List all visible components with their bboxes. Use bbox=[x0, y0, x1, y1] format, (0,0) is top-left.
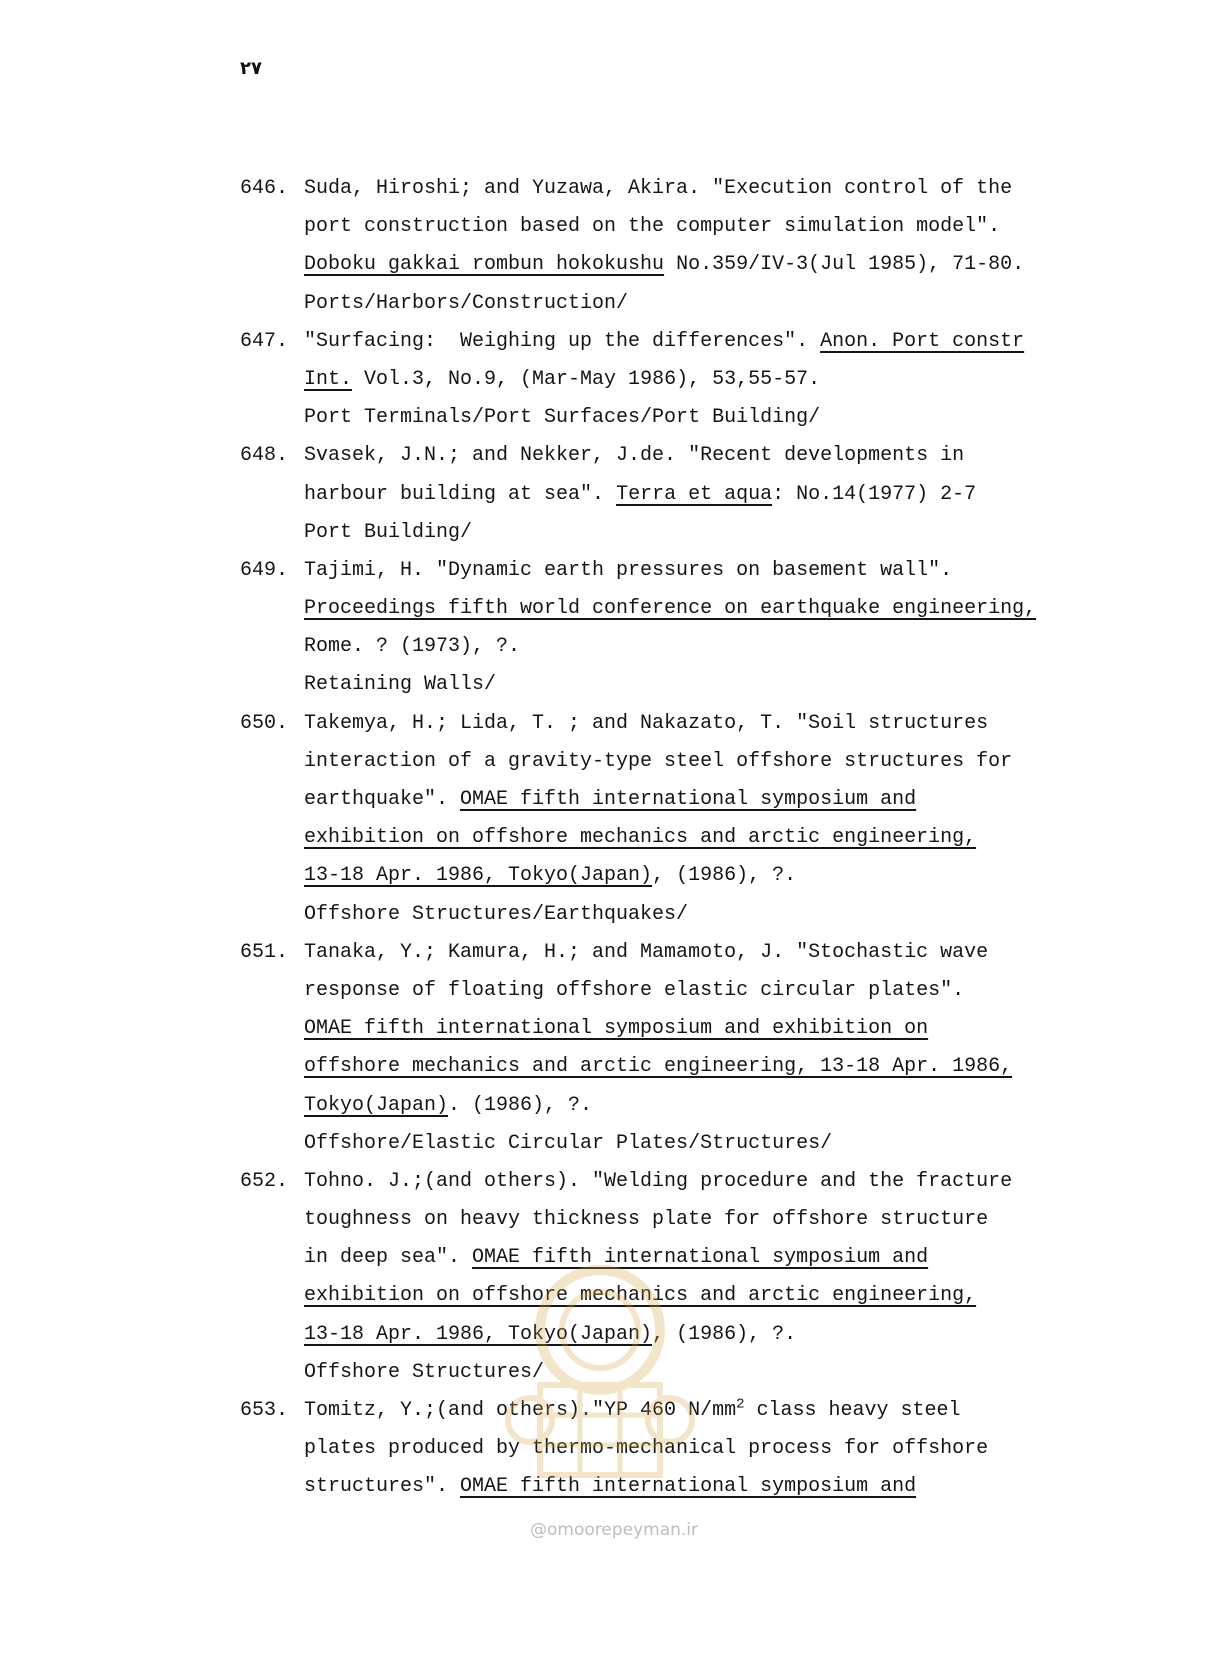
entry-line bbox=[240, 972, 1140, 1010]
entry-text: Offshore/Elastic Circular Plates/Structures/ bbox=[304, 1131, 833, 1155]
source-title-text: exhibition on offshore mechanics and arctic engineering, bbox=[304, 1284, 977, 1308]
entry-text: Takemya, H.; Lida, T. ; and Nakazato, T. "Soil structures bbox=[304, 711, 989, 735]
entry-line bbox=[240, 1087, 1140, 1125]
bibliography-entry bbox=[240, 323, 1140, 438]
entry-line bbox=[240, 476, 1140, 514]
entry-text: . (1986), ?. bbox=[448, 1093, 593, 1117]
entry-line bbox=[240, 514, 1140, 552]
entry-text: "Surfacing: Weighing up the differences". bbox=[304, 329, 821, 353]
entry-text: in deep sea". bbox=[304, 1246, 473, 1270]
source-title-text: 13-18 Apr. 1986, Tokyo(Japan) bbox=[304, 1322, 653, 1346]
source-title-text: Doboku gakkai rombun hokokushu bbox=[304, 253, 665, 277]
entry-line bbox=[240, 666, 1140, 704]
entry-line bbox=[240, 743, 1140, 781]
entry-line bbox=[240, 399, 1140, 437]
entry-text: Ports/Harbors/Construction/ bbox=[304, 291, 629, 315]
entry-line bbox=[240, 628, 1140, 666]
entry-text: Rome. ? (1973), ?. bbox=[304, 635, 521, 659]
entry-number: 653. bbox=[240, 1399, 289, 1422]
source-title-text: offshore mechanics and arctic engineering, 13-18 Apr. 1986, bbox=[304, 1055, 1013, 1079]
source-title-text: Int. bbox=[304, 367, 353, 391]
entry-line bbox=[240, 170, 1140, 208]
entry-text: interaction of a gravity-type steel offshore structures for bbox=[304, 749, 1013, 773]
bibliography-entry bbox=[240, 1392, 1140, 1507]
bibliography-entry bbox=[240, 552, 1140, 705]
entry-line bbox=[240, 590, 1140, 628]
entry-number: 647. bbox=[240, 329, 289, 353]
entry-number: 651. bbox=[240, 940, 289, 964]
watermark-text: @omoorepeyman.ir bbox=[529, 1520, 699, 1540]
source-title-text: Anon. Port constr bbox=[820, 329, 1025, 353]
source-title-text: OMAE fifth international symposium and bbox=[460, 788, 917, 811]
entry-text: earthquake". bbox=[304, 788, 461, 811]
page-number: ۲۷ bbox=[240, 58, 262, 79]
entry-line bbox=[240, 1010, 1140, 1048]
entry-line bbox=[240, 285, 1140, 323]
entry-line bbox=[240, 1354, 1140, 1392]
bibliography-entry bbox=[240, 934, 1140, 1163]
entry-line bbox=[240, 1468, 1140, 1506]
entry-number: 646. bbox=[240, 177, 289, 200]
entry-text: : No.14(1977) 2-7 bbox=[772, 482, 977, 506]
entry-line bbox=[240, 361, 1140, 399]
entry-text: No.359/IV-3(Jul 1985), 71-80. bbox=[664, 253, 1025, 277]
entry-line bbox=[240, 934, 1140, 972]
entry-text: 2 bbox=[736, 1396, 745, 1413]
entry-text: Svasek, J.N.; and Nekker, J.de. "Recent developments in bbox=[304, 444, 965, 468]
source-title-text: Tokyo(Japan) bbox=[304, 1093, 449, 1117]
entry-line bbox=[240, 1239, 1140, 1277]
entry-number: 652. bbox=[240, 1169, 289, 1193]
source-title-text: exhibition on offshore mechanics and arctic engineering, bbox=[304, 826, 977, 850]
entry-number: 650. bbox=[240, 711, 289, 735]
entry-line bbox=[240, 896, 1140, 934]
entry-line bbox=[240, 208, 1140, 246]
entry-number: 648. bbox=[240, 444, 289, 468]
entry-line bbox=[240, 781, 1140, 819]
entry-line bbox=[240, 1163, 1140, 1201]
source-title-text: OMAE fifth international symposium and bbox=[460, 1475, 917, 1499]
entry-line bbox=[240, 819, 1140, 857]
source-title-text: 13-18 Apr. 1986, Tokyo(Japan) bbox=[304, 864, 653, 888]
entry-text: Port Terminals/Port Surfaces/Port Building/ bbox=[304, 406, 821, 430]
entry-line bbox=[240, 1316, 1140, 1354]
entry-text: toughness on heavy thickness plate for offshore structure bbox=[304, 1208, 989, 1232]
source-title-text: Terra et aqua bbox=[616, 482, 773, 506]
bibliography-entry bbox=[240, 705, 1140, 934]
entry-text: structures". bbox=[304, 1475, 461, 1499]
entry-line bbox=[240, 246, 1140, 284]
entry-text: port construction based on the computer simulation model". bbox=[304, 215, 1001, 239]
entry-text: harbour building at sea". bbox=[304, 482, 617, 506]
entry-text: Retaining Walls/ bbox=[304, 673, 497, 697]
entry-line bbox=[240, 1277, 1140, 1315]
entry-line bbox=[240, 857, 1140, 895]
source-title-text: OMAE fifth international symposium and exhibition on bbox=[304, 1017, 929, 1041]
bibliography-entry bbox=[240, 437, 1140, 552]
entry-line bbox=[240, 1048, 1140, 1086]
bibliography-list bbox=[240, 170, 1140, 1507]
entry-text: Suda, Hiroshi; and Yuzawa, Akira. "Execution control of the bbox=[304, 177, 1013, 200]
entry-line bbox=[240, 1125, 1140, 1163]
entry-text: Tomitz, Y.;(and others)."YP 460 N/mm bbox=[304, 1399, 737, 1422]
bibliography-entry bbox=[240, 170, 1140, 323]
entry-text: plates produced by thermo-mechanical process for offshore bbox=[304, 1437, 989, 1461]
entry-line bbox=[240, 1392, 1140, 1430]
source-title-text: OMAE fifth international symposium and bbox=[472, 1246, 929, 1270]
entry-text: Offshore Structures/Earthquakes/ bbox=[304, 902, 689, 926]
entry-text: Vol.3, No.9, (Mar-May 1986), 53,55-57. bbox=[352, 367, 821, 391]
bibliography-entry bbox=[240, 1163, 1140, 1392]
entry-line bbox=[240, 1201, 1140, 1239]
entry-text: Port Building/ bbox=[304, 520, 473, 544]
source-title-text: Proceedings fifth world conference on earthquake engineering, bbox=[304, 597, 1037, 621]
entry-number: 649. bbox=[240, 558, 289, 582]
entry-line bbox=[240, 1430, 1140, 1468]
entry-text: Tajimi, H. "Dynamic earth pressures on basement wall". bbox=[304, 558, 953, 582]
entry-line bbox=[240, 437, 1140, 475]
entry-text: , (1986), ?. bbox=[652, 1322, 797, 1346]
entry-text: Offshore Structures/ bbox=[304, 1360, 545, 1384]
entry-text: class heavy steel bbox=[744, 1399, 961, 1422]
entry-text: response of floating offshore elastic circular plates". bbox=[304, 978, 965, 1002]
entry-text: Tohno. J.;(and others). "Welding procedure and the fracture bbox=[304, 1169, 1013, 1193]
entry-line bbox=[240, 323, 1140, 361]
entry-line bbox=[240, 705, 1140, 743]
entry-line bbox=[240, 552, 1140, 590]
entry-text: , (1986), ?. bbox=[652, 864, 797, 888]
entry-text: Tanaka, Y.; Kamura, H.; and Mamamoto, J. "Stochastic wave bbox=[304, 940, 989, 964]
